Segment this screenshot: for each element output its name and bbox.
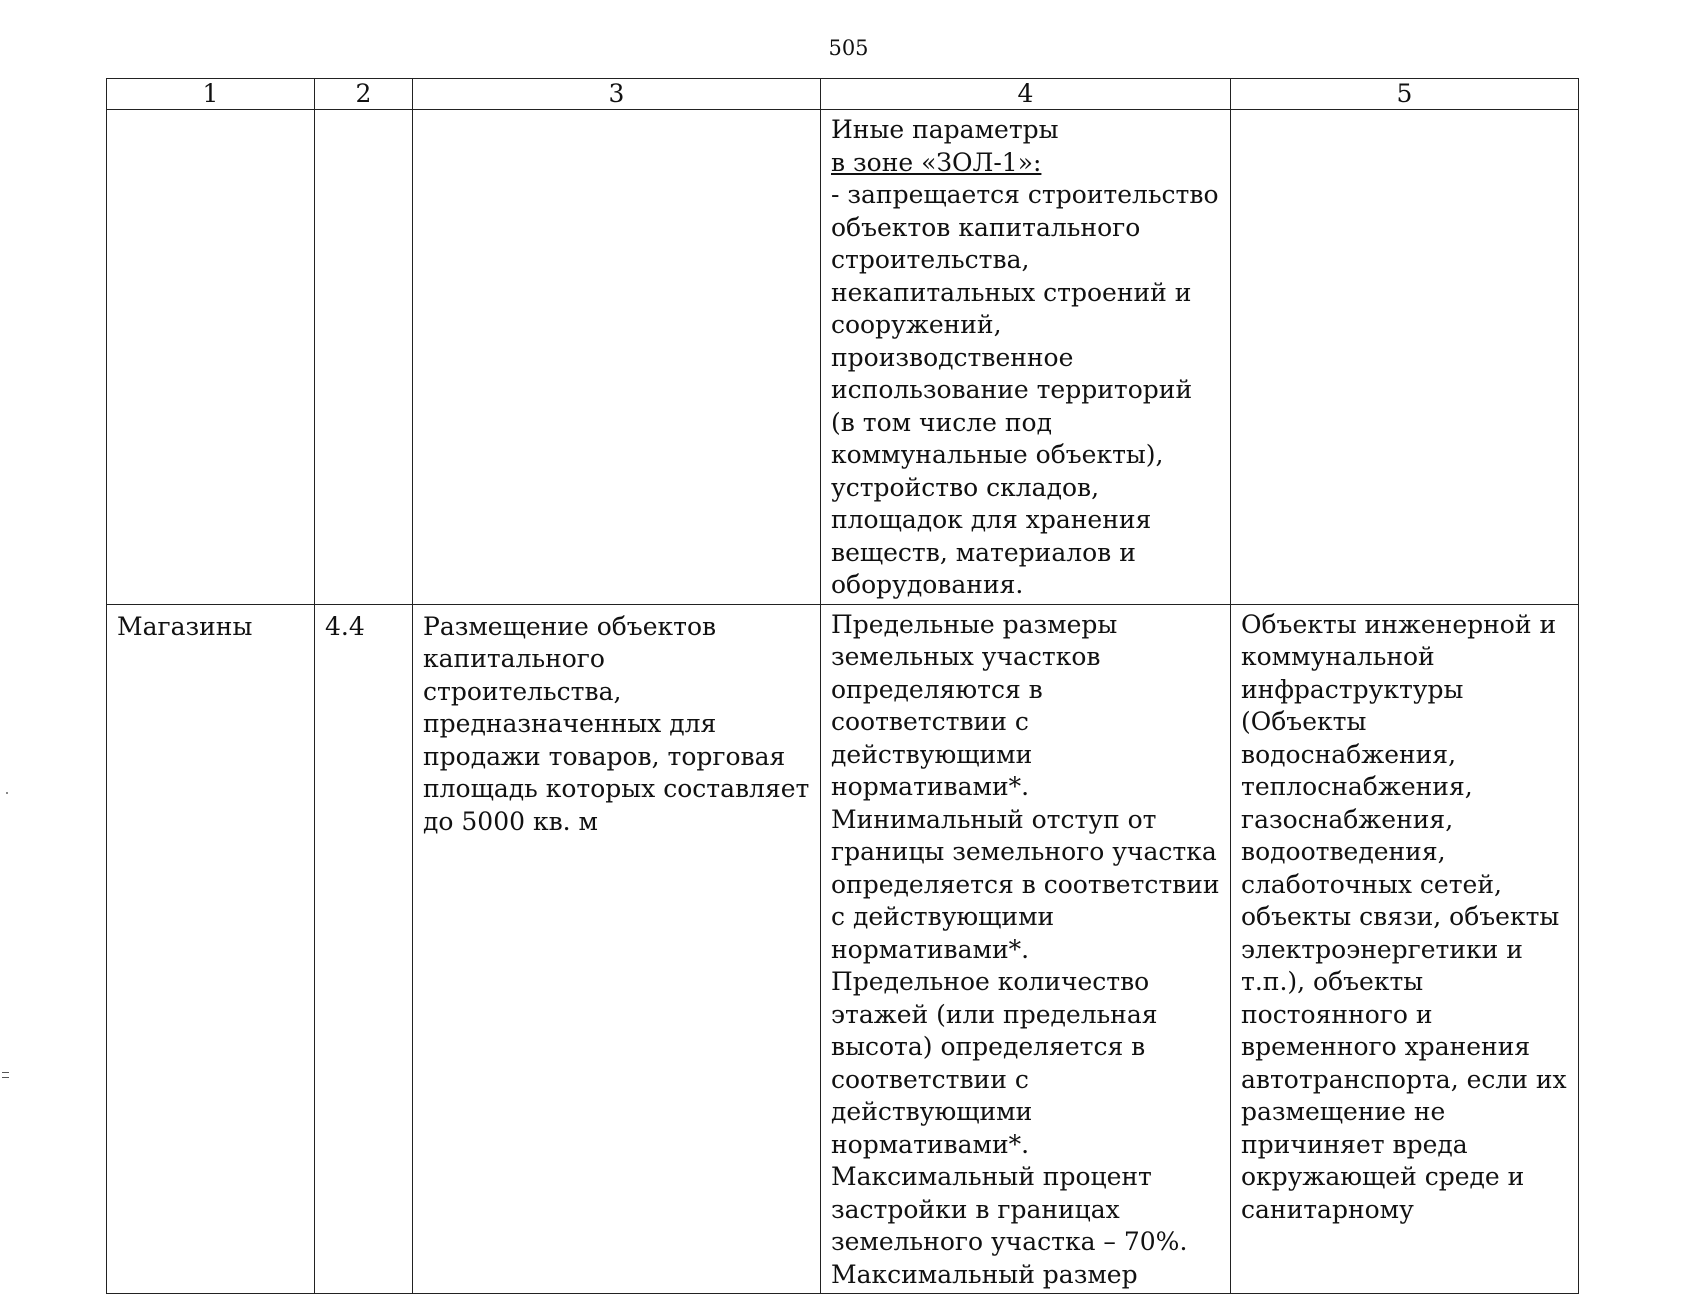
header-col-1: 1: [107, 79, 315, 110]
row2-auxiliary-uses: Объекты инженерной и коммунальной инфраструктуры (Объекты водоснабжения, теплоснабжения, газоснабжения, водоотведения, слаботочных сетей, объекты связи, объекты электроэнергетики и т.п.), объекты постоянного и временного хранения автотранспорта, если их размещение не причиняет вреда окружающей среде и санитарному: [1231, 604, 1579, 1294]
row2-parameters: [821, 604, 1231, 1294]
prohibition-text: - запрещается строительство объектов капитального строительства, некапитальных строений и сооружений, производственное использование территорий (в том числе под коммунальные объекты), устройство складов, площадок для хранения веществ, материалов и оборудования.: [831, 180, 1219, 599]
row2-use-code: 4.4: [315, 604, 413, 1294]
row1-col5: [1231, 110, 1579, 605]
param-coverage: Максимальный процент застройки в границах земельного участка – 70%.: [831, 1162, 1188, 1256]
table-header-row: [107, 79, 1579, 110]
margin-mark: [2, 1072, 9, 1073]
table-row: [107, 604, 1579, 1294]
param-floors: Предельное количество этажей (или предельная высота) определяется в соответствии с действующими нормативами*.: [831, 967, 1158, 1159]
row1-col1: [107, 110, 315, 605]
param-setback: Минимальный отступ от границы земельного участка определяется в соответствии с действующими нормативами*.: [831, 804, 1220, 964]
param-plot-size: Предельные размеры земельных участков определяются в соответствии с действующими нормативами*.: [831, 609, 1118, 801]
header-col-2: 2: [315, 79, 413, 110]
row1-col2: [315, 110, 413, 605]
scan-speck: [6, 792, 8, 794]
row2-use-description: Размещение объектов капитального строительства, предназначенных для продажи товаров, торговая площадь которых составляет до 5000 кв. м: [413, 604, 821, 1294]
margin-mark: [2, 1077, 9, 1078]
param-max-size: Максимальный размер: [831, 1259, 1138, 1289]
page-number: 505: [828, 36, 869, 60]
other-params-heading: Иные параметры: [831, 115, 1059, 144]
header-col-3: 3: [413, 79, 821, 110]
table-row: [107, 110, 1579, 605]
row1-col3: [413, 110, 821, 605]
row1-col4: [821, 110, 1231, 605]
regulation-table: [106, 78, 1579, 1294]
header-col-4: 4: [821, 79, 1231, 110]
zone-label: в зоне «ЗОЛ-1»:: [831, 147, 1042, 177]
row2-use-name: Магазины: [107, 604, 315, 1294]
header-col-5: 5: [1231, 79, 1579, 110]
